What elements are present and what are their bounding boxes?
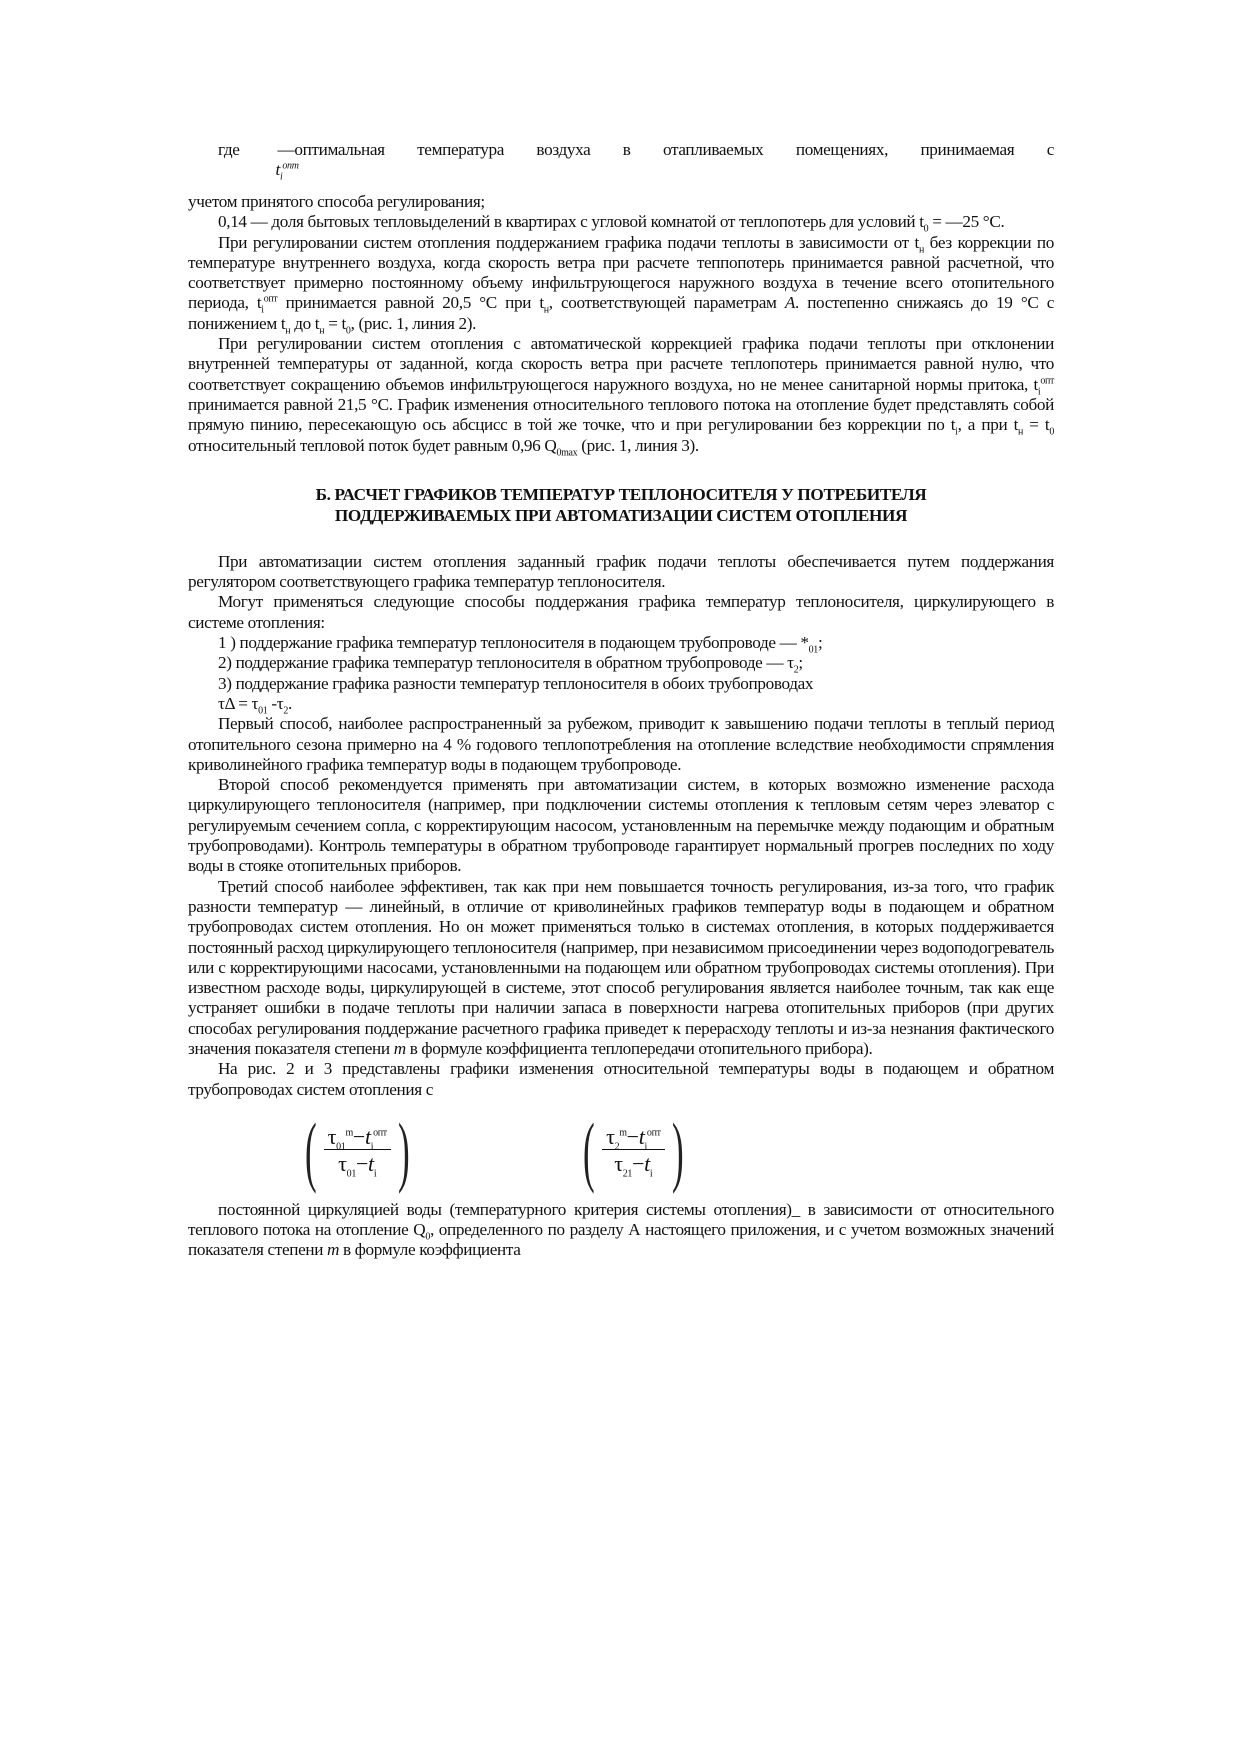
paragraph — [188, 775, 1054, 876]
text-run: н — [285, 325, 291, 337]
formula-num-a-sup: m — [345, 1127, 353, 1139]
text-run: 0 — [1049, 426, 1054, 438]
formula-supply — [298, 1106, 416, 1194]
minus: − — [355, 1151, 369, 1177]
paragraph — [188, 212, 1054, 235]
paragraph — [188, 232, 1055, 337]
minus: − — [626, 1123, 639, 1149]
text-run: , соответствующей параметрам — [548, 293, 785, 313]
paragraph — [188, 714, 1054, 775]
formula-num-b: t — [364, 1123, 371, 1149]
paragraph — [188, 693, 1054, 717]
text-run: н — [543, 304, 549, 316]
right-paren: ) — [671, 1106, 684, 1194]
formula-den-a: τ — [614, 1151, 623, 1177]
formula-num-b-sup: опт — [373, 1127, 387, 1139]
definition-continuation: учетом принятого способа регулирования; — [188, 192, 485, 211]
text-run: = t — [1023, 415, 1050, 435]
left-paren: ( — [583, 1106, 596, 1194]
text-run: опт — [263, 293, 278, 305]
text-run: 01 — [258, 705, 268, 717]
text-run: = —25 °С. — [928, 212, 1005, 232]
text-run: , определенного по разделу А настоящего приложения, и с учетом возможных значений показателя степени — [188, 1220, 1055, 1260]
formula-num-b-sub: i — [370, 1141, 374, 1153]
text-run: При регулировании систем отопления с автоматической коррекцией графика подачи теплоты при отклонении внутренней температуры от заданной, когда скорость ветра при расчете теплопотерь принимается равной нулю, что соответствует сокращению объемов инфильтрующегося наружного воздуха, но не менее санитарной нормы притока, t — [188, 334, 1054, 394]
formula-num-a-sup: m — [619, 1127, 627, 1139]
definition-line — [188, 140, 1054, 192]
fraction — [602, 1123, 665, 1180]
text-run: принимается равной 20,5 °С при t — [277, 293, 544, 313]
text-run: 0,14 — доля бытовых тепловыделений в квартирах с угловой комнатой от теплопотерь для условий t — [218, 212, 924, 232]
text-run: (рис. 1, линия 3). — [577, 435, 699, 455]
section-a-paragraphs — [188, 212, 1054, 456]
minus: − — [352, 1123, 365, 1149]
definition-text: —оптимальная температура воздуха в отапливаемых помещениях, принимаемая с — [277, 140, 1054, 159]
text-run: τΔ = τ — [218, 693, 259, 713]
paragraph — [188, 633, 1054, 656]
text-run: 3) поддержание графика разности температур теплоносителя в обоих трубопроводах — [218, 673, 814, 693]
text-run: 2 — [793, 664, 799, 676]
var-base: t — [275, 160, 280, 179]
formula-den-a: τ — [338, 1151, 347, 1177]
formula-den-a-sub: 01 — [346, 1168, 356, 1180]
text-run: опт — [1040, 374, 1054, 386]
numerator — [602, 1123, 665, 1153]
text-run: 01 — [808, 644, 818, 656]
numerator — [324, 1123, 391, 1153]
right-paren: ) — [397, 1106, 410, 1194]
text-run: до t — [290, 313, 320, 333]
text-run: постоянной циркуляцией воды (температурного критерия системы отопления)_ в зависимости от относительного теплового потока на отопление Q — [188, 1199, 1054, 1240]
denominator — [614, 1150, 653, 1180]
text-run: = t — [324, 313, 346, 333]
heading-line-2: ПОДДЕРЖИВАЕМЫХ ПРИ АВТОМАТИЗАЦИИ СИСТЕМ ОТОПЛЕНИЯ — [334, 505, 908, 525]
text-run: На рис. 2 и 3 представлены графики изменения относительной температуры воды в подающем и обратном трубопроводах систем отопления с — [188, 1059, 1054, 1099]
paragraph — [188, 1059, 1054, 1100]
paragraph — [188, 334, 1054, 456]
paragraph — [188, 674, 1054, 694]
text-run: , а при t — [957, 415, 1018, 435]
text-run: в формуле коэффициента — [339, 1240, 521, 1260]
text-run: i — [1037, 386, 1041, 398]
formula-row — [188, 1102, 1054, 1200]
paragraph — [188, 552, 1054, 593]
text-run: i — [955, 426, 958, 438]
section-b-paragraphs — [188, 552, 1054, 1100]
text-run: . — [287, 693, 292, 713]
text-run: 0max — [556, 447, 578, 458]
text-run: При автоматизации систем отопления заданный график подачи теплоты обеспечивается путем поддержания регулятором соответствующего графика температур теплоносителя. — [188, 551, 1054, 592]
formula-num-b-sup: опт — [646, 1127, 661, 1139]
text-run: -τ — [267, 693, 284, 713]
section-c-paragraphs — [188, 1200, 1054, 1261]
formula-den-b-sub: i — [649, 1168, 653, 1180]
text-run: ; — [798, 653, 803, 673]
denominator — [338, 1150, 377, 1180]
text-run: н — [1018, 426, 1024, 438]
text-run: i — [261, 304, 264, 316]
formula-den-b: t — [644, 1151, 650, 1177]
paragraph — [188, 877, 1054, 1060]
paragraph — [188, 653, 1054, 676]
formula-num-a-sub: 01 — [336, 1141, 346, 1153]
text-run: m — [327, 1240, 340, 1260]
var-sup: опт — [282, 160, 299, 172]
document-page — [188, 140, 1054, 1261]
paragraph — [188, 592, 1054, 633]
text-run: При регулировании систем отопления поддержанием графика подачи теплоты в зависимости от t — [218, 232, 919, 252]
formula-num-a-sub: 2 — [614, 1141, 620, 1153]
formula-den-b: t — [368, 1151, 374, 1177]
heading-line-1: Б. РАСЧЕТ ГРАФИКОВ ТЕМПЕРАТУР ТЕПЛОНОСИТЕЛЯ У ПОТРЕБИТЕЛЯ — [315, 484, 927, 504]
text-run: . постепенно снижаясь до 19 °С с понижением t — [188, 293, 1055, 333]
paragraph — [188, 1200, 1054, 1261]
text-run: в формуле коэффициента теплопередачи отопительного прибора). — [405, 1038, 873, 1058]
text-run: 2 — [283, 705, 288, 717]
text-run: Второй способ рекомендуется применять при автоматизации систем, в которых возможно изменение расхода циркулирующего теплоносителя (например, при подключении системы отопления к тепловым сетям через элеватор с регулируемым сечением сопла, с корректирующим насосом, установленным на перемычке между подающим и обратным трубопроводами). Контроль температуры в обратном трубопроводе гарантирует нормальный прогрев последних по ходу воды в стояке отопительных приборов. — [188, 775, 1054, 876]
text-run: ; — [817, 633, 823, 653]
text-run: m — [393, 1038, 406, 1058]
formula-num-a: τ — [606, 1123, 615, 1149]
text-run: н — [918, 244, 924, 256]
text-run: , (рис. 1, линия 2). — [350, 313, 477, 333]
minus: − — [632, 1151, 645, 1177]
text-run: без коррекции по температуре внутреннего воздуха, когда скорость ветра при расчете теппопотерь принимается равной расчетной, что соответствует примерно постоянному объему инфильтрующегося наружного воздуха в течение всего отопительного периода, t — [188, 232, 1054, 313]
text-run: принимается равной 21,5 °С. График изменения относительного теплового потока на отопление будет представлять собой прямую пинию, пересекающую ось абсцисс в той же точке, что и при регулировании без коррекции по t — [188, 394, 1054, 435]
formula-num-b: t — [638, 1123, 645, 1149]
fraction — [324, 1123, 391, 1180]
formula-return — [576, 1106, 690, 1194]
formula-num-b-sub: i — [644, 1141, 647, 1153]
text-run: относительный тепловой поток будет равным 0,96 Q — [188, 435, 557, 455]
text-run: А — [784, 293, 795, 313]
text-run: Третий способ наиболее эффективен, так как при нем повышается точность регулирования, из-за того, что график разности температур — линейный, в отличие от криволинейных графиков температур воды в подающем и обратном трубопроводах систем отопления. Но он может применяться только в системах отопления, в которых поддерживается постоянный расход циркулирующего теплоносителя (например, при независимом присоединении через водоподогреватель или с корректирующими насосами, установленными на подающем или обратном трубопроводах системы отопления). При известном расходе воды, циркулирующей в системе, этот способ регулирования является наиболее точным, так как еще устраняет ошибки в подаче теплоты при наличии запаса в поверхности нагрева отопительных приборов (при других способах регулирования поддержание расчетного графика приведет к перерасходу теплоты и из-за незнания фактического значения показателя степени — [188, 876, 1054, 1058]
section-heading — [188, 484, 1054, 526]
text-run: Первый способ, наиболее распространенный за рубежом, приводит к завышению подачи теплоты в теплый период отопительного сезона примерно на 4 % годового теплопотребления на отопление вследствие необходимости спрямления криволинейного графика температур воды в подающем трубопроводе. — [188, 714, 1054, 774]
text-run: Могут применяться следующие способы поддержания графика температур теплоносителя, циркулирующего в системе отопления: — [188, 592, 1054, 632]
var-sub: i — [279, 171, 283, 183]
text-run: н — [319, 325, 325, 337]
left-paren: ( — [305, 1106, 317, 1194]
text-run: 1 ) поддержание графика температур теплоносителя в подающем трубопроводе — * — [218, 633, 809, 653]
text-run: 2) поддержание графика температур теплоносителя в обратном трубопроводе — τ — [218, 653, 794, 673]
formula-den-a-sub: 21 — [622, 1168, 633, 1180]
text-run: 0 — [923, 223, 929, 235]
formula-num-a: τ — [327, 1123, 337, 1149]
formula-den-b-sub: i — [373, 1168, 377, 1180]
where-label: где — [218, 140, 240, 159]
text-run: 0 — [425, 1231, 430, 1243]
text-run: 0 — [345, 325, 351, 337]
